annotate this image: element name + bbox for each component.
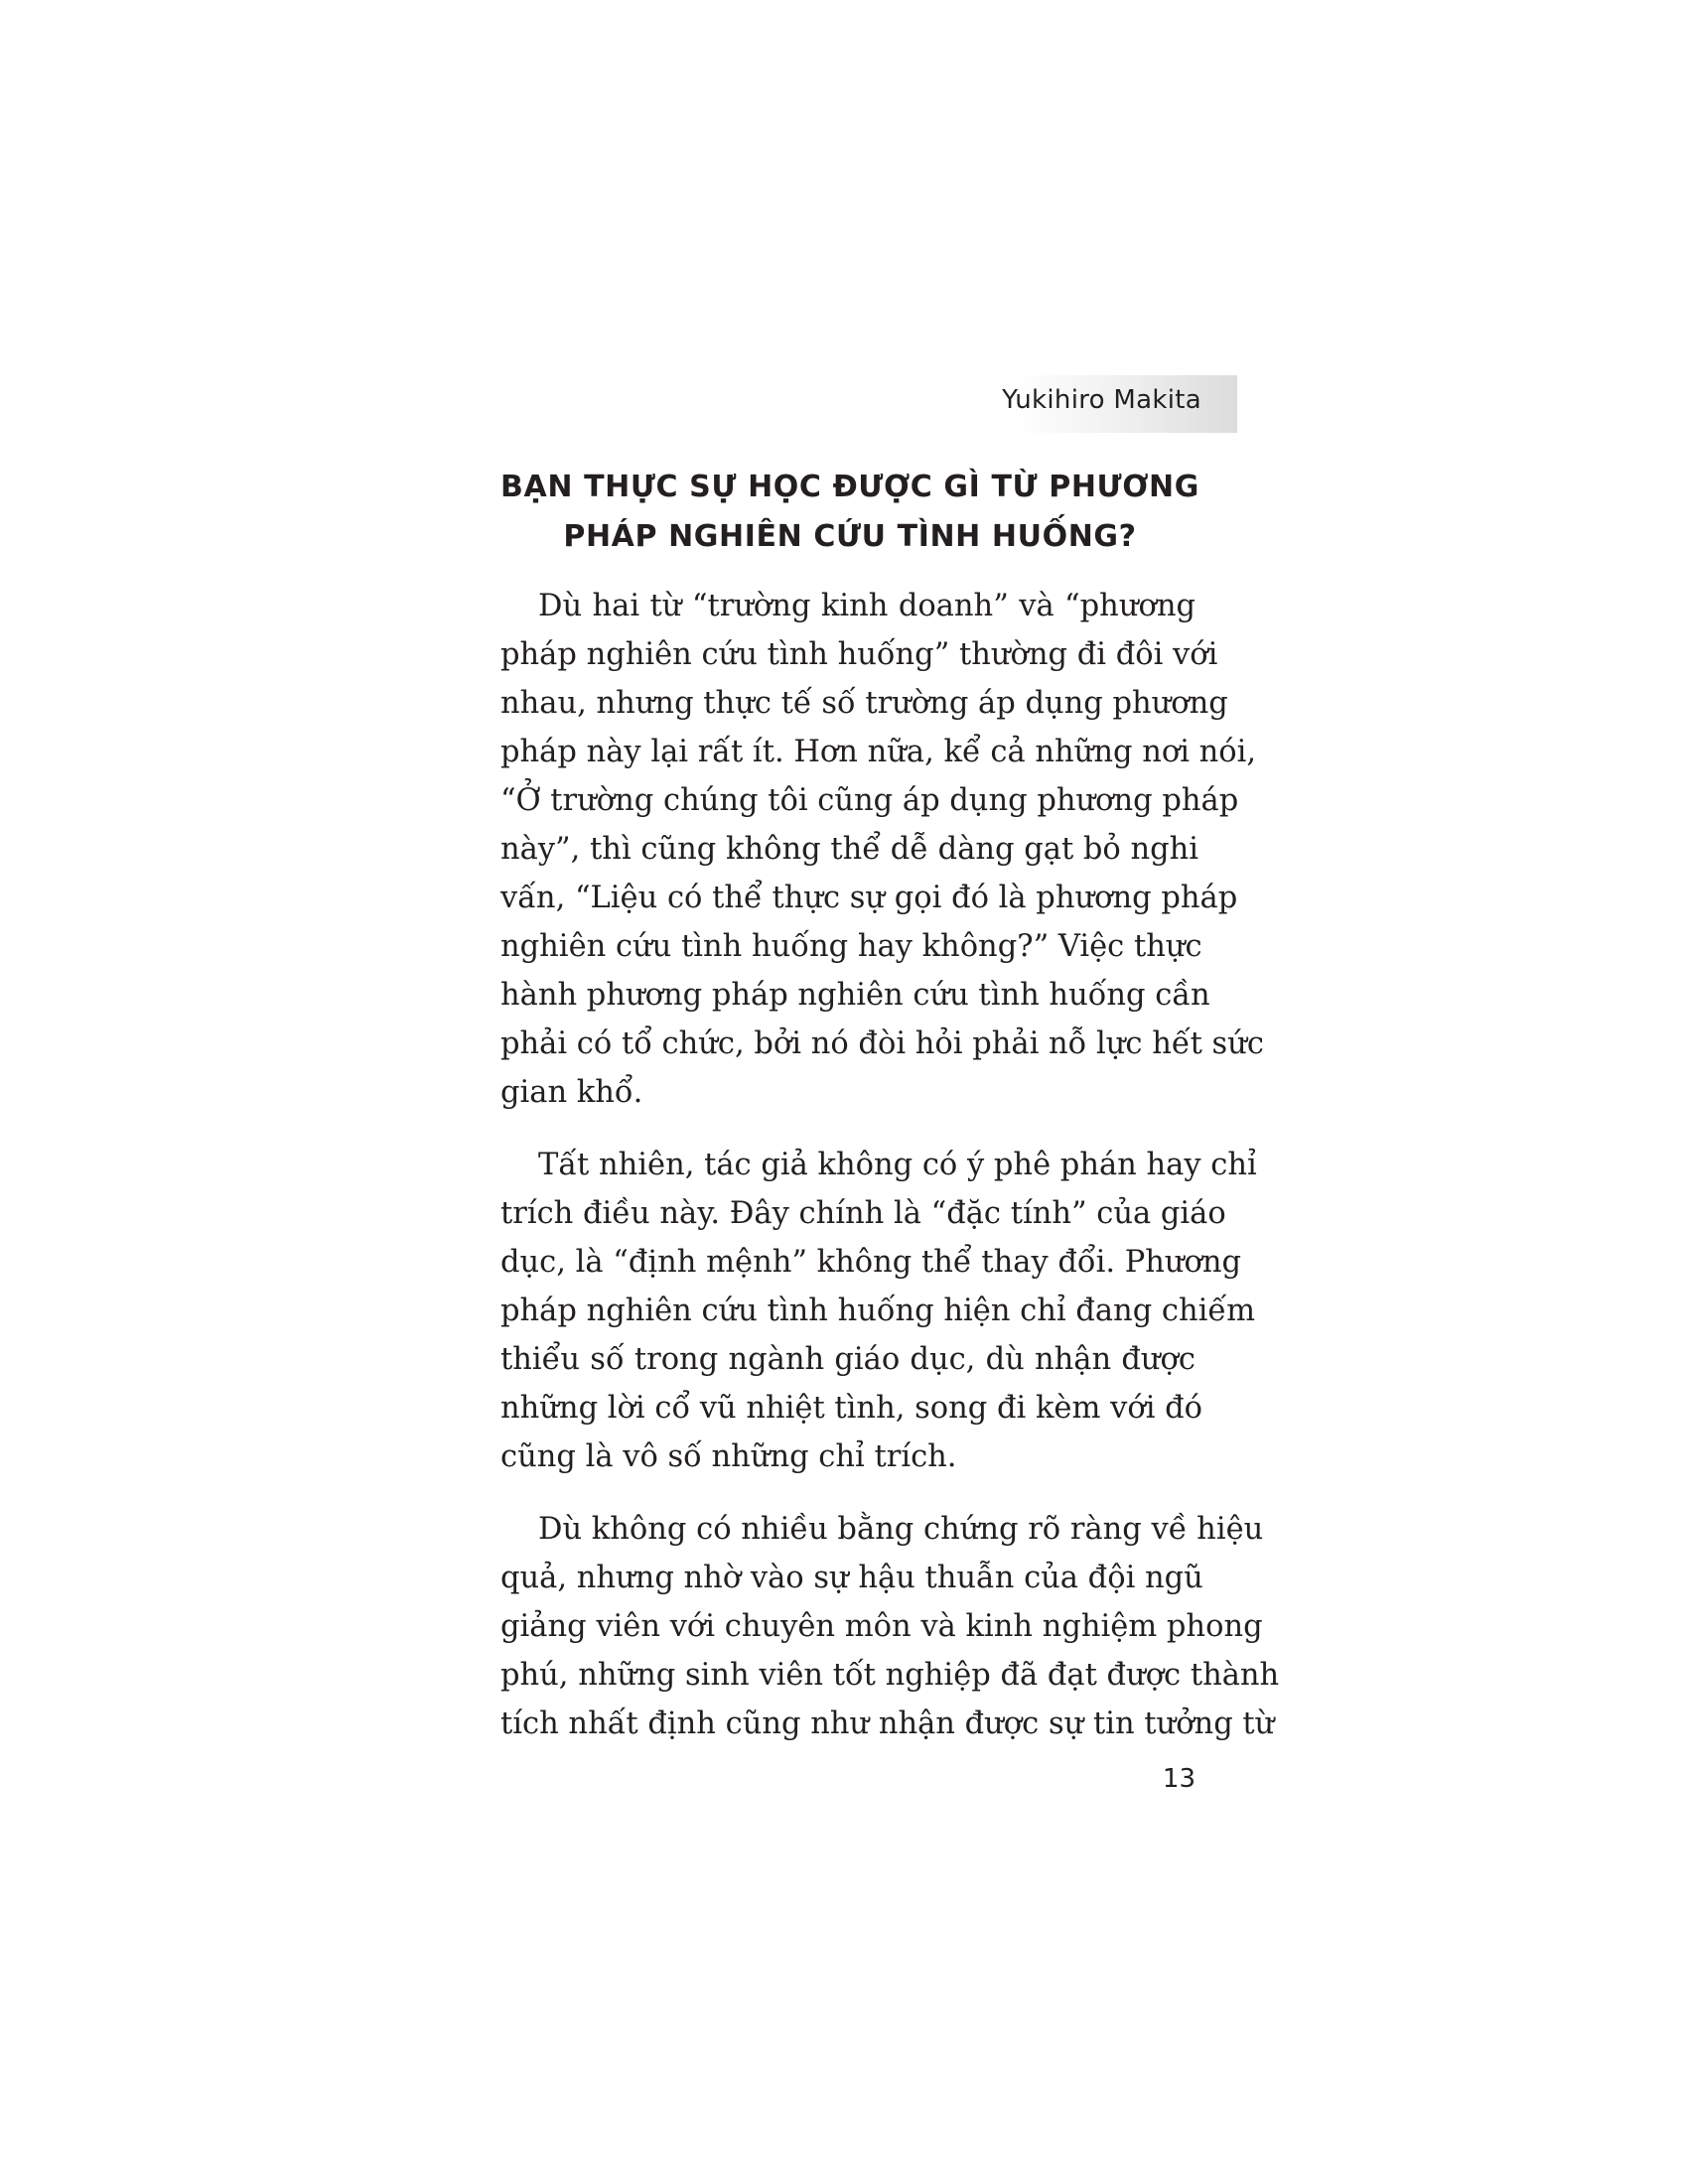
text-line: tích nhất định cũng như nhận được sự tin tưởng từ [500, 1706, 1275, 1741]
chapter-title-line: PHÁP NGHIÊN CỨU TÌNH HUỐNG? [563, 519, 1137, 554]
text-line: phải có tổ chức, bởi nó đòi hỏi phải nỗ lực hết sức [500, 1026, 1264, 1061]
text-line: trích điều này. Đây chính là “đặc tính” của giáo [500, 1196, 1226, 1231]
paragraph [500, 582, 1264, 1117]
chapter-title-line: BẠN THỰC SỰ HỌC ĐƯỢC GÌ TỪ PHƯƠNG [500, 470, 1199, 504]
text-line: thiểu số trong ngành giáo dục, dù nhận được [500, 1342, 1196, 1377]
text-line: dục, là “định mệnh” không thể thay đổi. Phương [500, 1245, 1242, 1280]
text-line: hành phương pháp nghiên cứu tình huống cần [500, 978, 1210, 1013]
text-line: phú, những sinh viên tốt nghiệp đã đạt được thành [500, 1658, 1280, 1693]
text-line: Tất nhiên, tác giả không có ý phê phán hay chỉ [538, 1148, 1257, 1182]
paragraph [500, 1141, 1257, 1481]
text-line: giảng viên với chuyên môn và kinh nghiệm phong [500, 1609, 1263, 1644]
paragraph [500, 1505, 1280, 1748]
text-line: này”, thì cũng không thể dễ dàng gạt bỏ nghi [500, 832, 1199, 867]
text-line: pháp nghiên cứu tình huống hiện chỉ đang chiếm [500, 1294, 1256, 1328]
text-line: những lời cổ vũ nhiệt tình, song đi kèm với đó [500, 1391, 1203, 1426]
text-line: gian khổ. [500, 1075, 643, 1110]
text-line: pháp này lại rất ít. Hơn nữa, kể cả những nơi nói, [500, 735, 1257, 769]
text-line: Dù hai từ “trường kinh doanh” và “phương [538, 589, 1196, 623]
body-text [500, 582, 1280, 1772]
chapter-title [496, 463, 1203, 562]
text-line: vấn, “Liệu có thể thực sự gọi đó là phương pháp [500, 881, 1238, 915]
text-line: quả, nhưng nhờ vào sự hậu thuẫn của đội ngũ [500, 1561, 1203, 1595]
author-name: Yukihiro Makita [1002, 385, 1201, 415]
text-line: pháp nghiên cứu tình huống” thường đi đôi với [500, 637, 1218, 672]
text-line: nhau, nhưng thực tế số trường áp dụng phương [500, 686, 1228, 721]
text-line: “Ở trường chúng tôi cũng áp dụng phương pháp [500, 783, 1239, 818]
running-header [1002, 375, 1237, 433]
page-number: 13 [1162, 1764, 1196, 1794]
text-line: Dù không có nhiều bằng chứng rõ ràng về hiệu [538, 1512, 1264, 1547]
text-line: cũng là vô số những chỉ trích. [500, 1439, 957, 1474]
text-line: nghiên cứu tình huống hay không?” Việc thực [500, 929, 1202, 964]
